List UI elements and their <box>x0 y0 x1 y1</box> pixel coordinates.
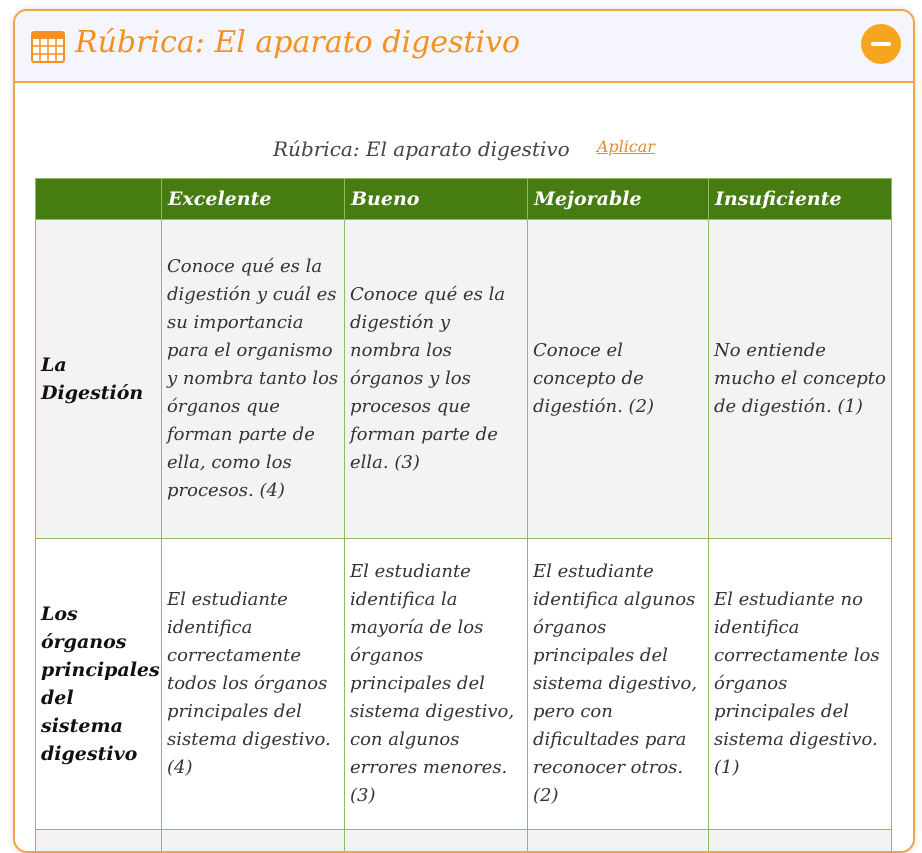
rubric-cell[interactable]: El estudiante identifica algunos órganos principales del sistema digestivo, pero con dificultades para reconocer otros. (2) <box>528 539 709 830</box>
criterion-cell <box>36 830 162 853</box>
table-header-row <box>36 179 892 220</box>
rubric-cell[interactable]: Conoce qué es la digestión y nombra los órganos y los procesos que forman parte de ella. (3) <box>345 220 528 539</box>
rubric-cell[interactable] <box>162 830 345 853</box>
table-row <box>36 830 892 853</box>
rubric-cell[interactable] <box>709 830 892 853</box>
table-caption-row <box>15 137 913 161</box>
collapse-button[interactable] <box>861 24 901 64</box>
rubric-cell[interactable] <box>528 830 709 853</box>
column-header-bueno: Bueno <box>345 179 528 220</box>
column-header-mejorable: Mejorable <box>528 179 709 220</box>
column-header-excelente: Excelente <box>162 179 345 220</box>
table-caption: Rúbrica: El aparato digestivo <box>273 137 570 161</box>
rubric-table <box>35 178 892 853</box>
rubric-cell[interactable]: El estudiante no identifica correctamente los órganos principales del sistema digestivo. (1) <box>709 539 892 830</box>
rubric-cell[interactable] <box>345 830 528 853</box>
panel-header[interactable] <box>15 11 913 83</box>
criterion-cell: La Digestión <box>36 220 162 539</box>
rubric-cell[interactable]: El estudiante identifica correctamente todos los órganos principales del sistema digestivo. (4) <box>162 539 345 830</box>
table-row <box>36 220 892 539</box>
table-icon <box>31 31 65 63</box>
rubric-cell[interactable]: El estudiante identifica la mayoría de los órganos principales del sistema digestivo, con algunos errores menores. (3) <box>345 539 528 830</box>
rubric-panel <box>13 9 915 853</box>
criterion-cell: Los órganos principales del sistema digestivo <box>36 539 162 830</box>
table-row <box>36 539 892 830</box>
apply-link[interactable]: Aplicar <box>597 137 655 156</box>
column-header <box>36 179 162 220</box>
panel-title: Rúbrica: El aparato digestivo <box>75 25 520 60</box>
minus-icon <box>871 42 891 46</box>
column-header-insuficiente: Insuficiente <box>709 179 892 220</box>
rubric-cell[interactable]: Conoce el concepto de digestión. (2) <box>528 220 709 539</box>
rubric-cell[interactable]: Conoce qué es la digestión y cuál es su importancia para el organismo y nombra tanto los órganos que forman parte de ella, como los procesos. (4) <box>162 220 345 539</box>
rubric-cell[interactable]: No entiende mucho el concepto de digestión. (1) <box>709 220 892 539</box>
